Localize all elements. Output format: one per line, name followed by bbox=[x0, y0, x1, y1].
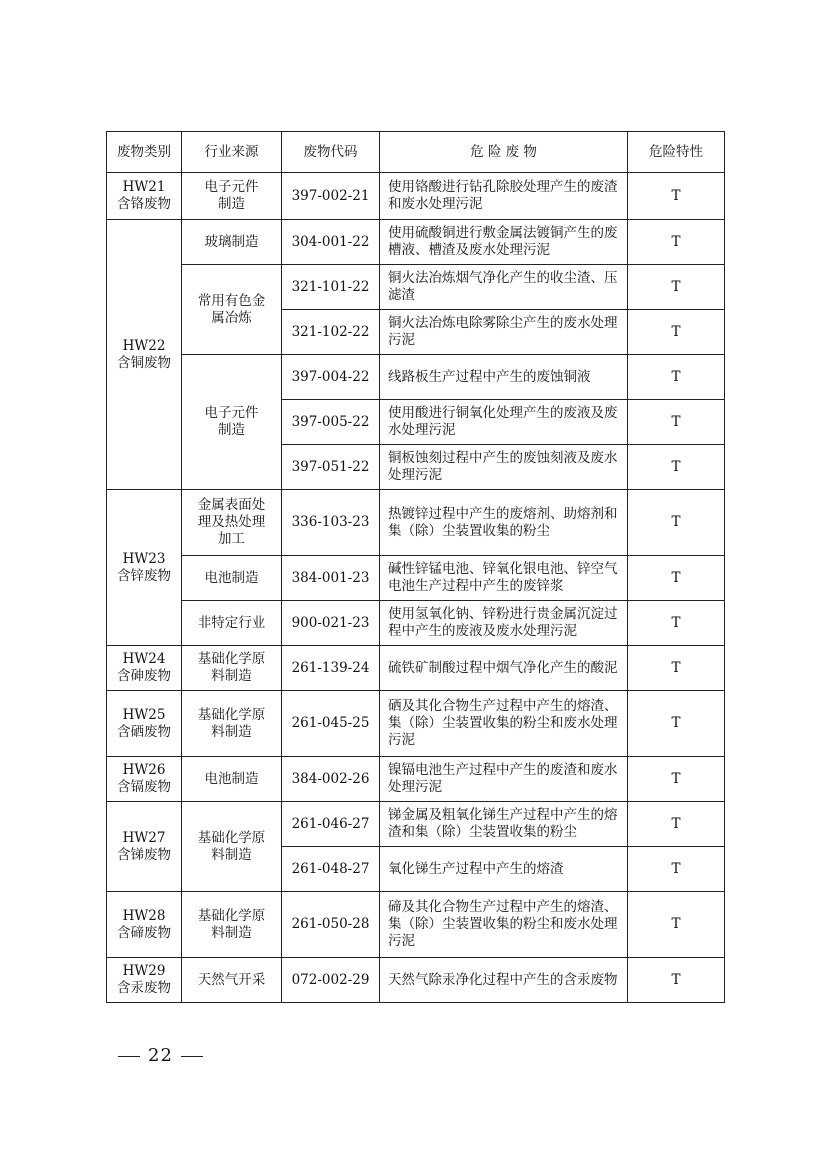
code-cell: 321-102-22 bbox=[282, 310, 380, 355]
code-cell: 072-002-29 bbox=[282, 958, 380, 1003]
description-cell: 使用铬酸进行钻孔除胶处理产生的废渣和废水处理污泥 bbox=[380, 173, 628, 220]
code-cell: 261-046-27 bbox=[282, 802, 380, 847]
hazard-cell: T bbox=[628, 802, 725, 847]
table-row bbox=[107, 265, 725, 310]
table-row bbox=[107, 490, 725, 556]
source-cell: 基础化学原 料制造 bbox=[182, 691, 282, 757]
table-row bbox=[107, 220, 725, 265]
hazard-cell: T bbox=[628, 556, 725, 601]
category-cell: HW24 含砷废物 bbox=[107, 646, 182, 691]
table-row bbox=[107, 173, 725, 220]
footer-dash-right bbox=[181, 1056, 203, 1057]
code-cell: 261-050-28 bbox=[282, 892, 380, 958]
code-cell: 384-001-23 bbox=[282, 556, 380, 601]
source-cell: 玻璃制造 bbox=[182, 220, 282, 265]
code-cell: 261-045-25 bbox=[282, 691, 380, 757]
source-cell: 电子元件 制造 bbox=[182, 173, 282, 220]
hazard-cell: T bbox=[628, 310, 725, 355]
category-cell: HW22 含铜废物 bbox=[107, 220, 182, 490]
source-cell: 金属表面处 理及热处理 加工 bbox=[182, 490, 282, 556]
hazard-cell: T bbox=[628, 958, 725, 1003]
description-cell: 铜火法冶炼烟气净化产生的收尘渣、压滤渣 bbox=[380, 265, 628, 310]
header-source: 行业来源 bbox=[182, 132, 282, 173]
description-cell: 硒及其化合物生产过程中产生的熔渣、集（除）尘装置收集的粉尘和废水处理污泥 bbox=[380, 691, 628, 757]
category-cell: HW26 含镉废物 bbox=[107, 757, 182, 802]
footer-dash-left bbox=[118, 1056, 140, 1057]
description-cell: 铜火法冶炼电除雾除尘产生的废水处理污泥 bbox=[380, 310, 628, 355]
hazard-cell: T bbox=[628, 220, 725, 265]
description-cell: 热镀锌过程中产生的废熔剂、助熔剂和集（除）尘装置收集的粉尘 bbox=[380, 490, 628, 556]
header-category: 废物类别 bbox=[107, 132, 182, 173]
category-cell: HW21 含铬废物 bbox=[107, 173, 182, 220]
hazard-cell: T bbox=[628, 265, 725, 310]
source-cell: 电池制造 bbox=[182, 757, 282, 802]
hazard-cell: T bbox=[628, 490, 725, 556]
hazardous-waste-table bbox=[106, 131, 725, 1003]
code-cell: 397-002-21 bbox=[282, 173, 380, 220]
description-cell: 硫铁矿制酸过程中烟气净化产生的酸泥 bbox=[380, 646, 628, 691]
code-cell: 261-048-27 bbox=[282, 847, 380, 892]
header-description: 危 险 废 物 bbox=[380, 132, 628, 173]
source-cell: 电池制造 bbox=[182, 556, 282, 601]
hazard-cell: T bbox=[628, 847, 725, 892]
description-cell: 碱性锌锰电池、锌氧化银电池、锌空气电池生产过程中产生的废锌浆 bbox=[380, 556, 628, 601]
hazard-cell: T bbox=[628, 757, 725, 802]
table-row bbox=[107, 892, 725, 958]
description-cell: 镍镉电池生产过程中产生的废渣和废水处理污泥 bbox=[380, 757, 628, 802]
description-cell: 线路板生产过程中产生的废蚀铜液 bbox=[380, 355, 628, 400]
code-cell: 261-139-24 bbox=[282, 646, 380, 691]
code-cell: 397-005-22 bbox=[282, 400, 380, 445]
source-cell: 常用有色金 属冶炼 bbox=[182, 265, 282, 355]
page-footer bbox=[110, 1045, 211, 1066]
description-cell: 锑金属及粗氧化锑生产过程中产生的熔渣和集（除）尘装置收集的粉尘 bbox=[380, 802, 628, 847]
description-cell: 氧化锑生产过程中产生的熔渣 bbox=[380, 847, 628, 892]
table-row bbox=[107, 691, 725, 757]
hazard-cell: T bbox=[628, 445, 725, 490]
code-cell: 336-103-23 bbox=[282, 490, 380, 556]
category-cell: HW27 含锑废物 bbox=[107, 802, 182, 892]
hazard-cell: T bbox=[628, 892, 725, 958]
source-cell: 天然气开采 bbox=[182, 958, 282, 1003]
source-cell: 基础化学原 料制造 bbox=[182, 802, 282, 892]
description-cell: 使用氢氧化钠、锌粉进行贵金属沉淀过程中产生的废液及废水处理污泥 bbox=[380, 601, 628, 646]
page-number: 22 bbox=[148, 1045, 173, 1066]
code-cell: 900-021-23 bbox=[282, 601, 380, 646]
hazard-cell: T bbox=[628, 355, 725, 400]
hazard-cell: T bbox=[628, 400, 725, 445]
description-cell: 天然气除汞净化过程中产生的含汞废物 bbox=[380, 958, 628, 1003]
header-code: 废物代码 bbox=[282, 132, 380, 173]
code-cell: 397-004-22 bbox=[282, 355, 380, 400]
table-row bbox=[107, 646, 725, 691]
source-cell: 非特定行业 bbox=[182, 601, 282, 646]
category-cell: HW28 含碲废物 bbox=[107, 892, 182, 958]
source-cell: 基础化学原 料制造 bbox=[182, 892, 282, 958]
table-header-row bbox=[107, 132, 725, 173]
header-hazard: 危险特性 bbox=[628, 132, 725, 173]
table-row bbox=[107, 757, 725, 802]
hazard-cell: T bbox=[628, 646, 725, 691]
code-cell: 384-002-26 bbox=[282, 757, 380, 802]
description-cell: 使用酸进行铜氧化处理产生的废液及废水处理污泥 bbox=[380, 400, 628, 445]
table-row bbox=[107, 958, 725, 1003]
category-cell: HW25 含硒废物 bbox=[107, 691, 182, 757]
source-cell: 基础化学原 料制造 bbox=[182, 646, 282, 691]
table-row bbox=[107, 556, 725, 601]
category-cell: HW29 含汞废物 bbox=[107, 958, 182, 1003]
hazard-cell: T bbox=[628, 601, 725, 646]
table-row bbox=[107, 601, 725, 646]
description-cell: 碲及其化合物生产过程中产生的熔渣、集（除）尘装置收集的粉尘和废水处理污泥 bbox=[380, 892, 628, 958]
description-cell: 使用硫酸铜进行敷金属法镀铜产生的废槽液、槽渣及废水处理污泥 bbox=[380, 220, 628, 265]
table-row bbox=[107, 802, 725, 847]
code-cell: 397-051-22 bbox=[282, 445, 380, 490]
code-cell: 304-001-22 bbox=[282, 220, 380, 265]
description-cell: 铜板蚀刻过程中产生的废蚀刻液及废水处理污泥 bbox=[380, 445, 628, 490]
table-row bbox=[107, 355, 725, 400]
code-cell: 321-101-22 bbox=[282, 265, 380, 310]
category-cell: HW23 含锌废物 bbox=[107, 490, 182, 646]
hazard-cell: T bbox=[628, 691, 725, 757]
hazard-cell: T bbox=[628, 173, 725, 220]
source-cell: 电子元件 制造 bbox=[182, 355, 282, 490]
